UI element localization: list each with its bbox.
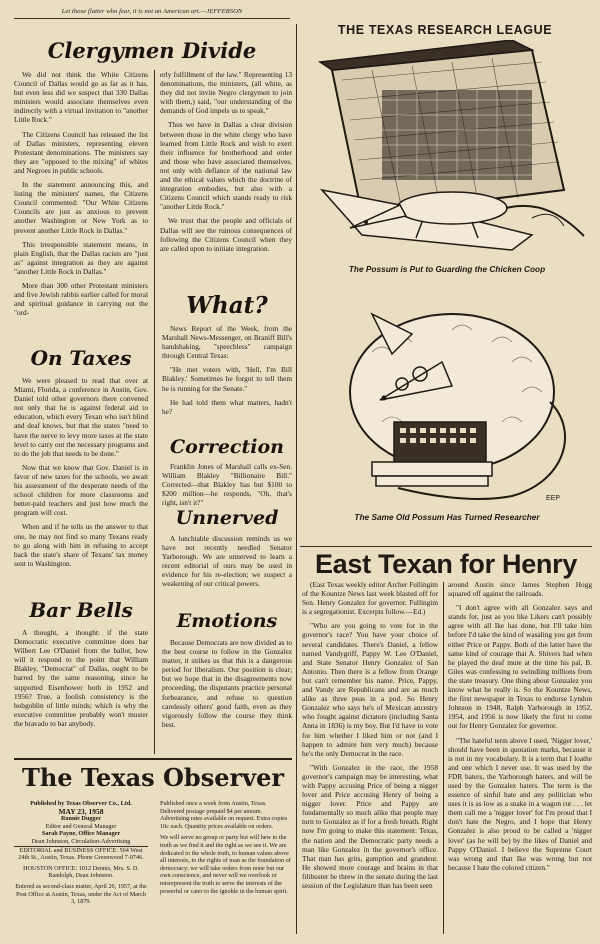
clergymen-paragraph: The Citizens Council has released the list of Dallas ministers, representing eleven Protestant denominations. The ministers say they are "opposed to the mixing" of whites and Negroes in public schools. [14,129,148,175]
masthead-publisher: Published by Texas Observer Co., Ltd. [30,800,132,807]
east-texan-heading: East Texan for Henry [300,546,592,580]
on-taxes-paragraph: When and if he tells us the answer to that one, he may not find so many Texans ready to go along with him in refusing to accept back the state's share of Texans' tax money sent to Washington. [14,522,148,568]
unnerved-column [162,534,292,610]
cartoon-signature: EEP [546,495,561,502]
masthead-policy [160,800,292,895]
masthead-circulation: Dean Johnston, Circulation-Advertising [31,837,131,845]
east-texan-paragraph: around Austin since James Stephen Hogg squared off against the railroads. [448,580,592,599]
unnerved-paragraph: A lunchtable discussion reminds us we have not recently needled Senator Yarborough. We are unnerved to learn a recent editorial of ours may be used in evidence for his re-election; we suspect a weakening of our critical powers. [162,534,292,589]
emotions-column [162,638,292,756]
researcher-possum-cartoon [302,282,592,508]
column-rule [154,70,155,754]
column-rule [443,582,444,934]
masthead-title: The Texas Observer [14,758,292,792]
masthead-creed: We will serve no group or party but will hew to the truth as we find it and the right as we see it. We are dedicated to the whole truth, to human values above all interests, to the rights of man as the foundation of democracy; we will take orders from none but our own conscience, and never will we overlook or misrepresent the truth to serve the interests of the powerful or cater to the ignoble in the human spirit. [160,834,291,895]
east-texan-column-2 [448,580,592,936]
east-texan-paragraph: (East Texas weekly editor Archer Fullingim of the Kountze News last week blasted off for Sen. Henry Gonzalez for governor. Fullingim is a segregationist. Excerpts follow.—Ed.) [302,580,438,617]
east-texan-paragraph: "Who are you going to vote for in the governor's race? You have your choice of several candidates. There's Daniel, a fellow named Vandygriff, Pappy W. Lee O'Daniel, and State Senator Henry Gonzalez of San Antonio. Then there is a fellow from Orange but can't remember his name. Price, Pappy, and Vandy are Republicans and are as much alike as three peas in a pod. So Henry Gonzalez who says he's of Mexican ancestry who fought against dictators (including Santa Anna in 1836) is my boy. But I'd have to vote for him whether I liked him or not (and I happen to admire him very much) because he's the only Democrat in the race. [302,621,438,758]
clergymen-paragraph: We trust that the people and officials of Dallas will see the ruinous consequences of following the Citizens Council when they are called upon to initiate integration. [160,216,292,253]
chicken-coop-caption: The Possum is Put to Guarding the Chicken Coop [348,264,546,274]
on-taxes-paragraph: We were pleased to read that over at Miami, Florida, a conference in Austin, Gov. Daniel told other governors there convened not only that he is against federal aid to education, which every Texan who isn't blind and deaf knows, but that the states "need to have the nerve to levy more taxes at the state level to carry out the necessary programs and to do the job that needs to be done." [14,376,148,458]
clergymen-divide-heading: Clergymen Divide [47,38,257,63]
column-rule [296,24,297,934]
masthead-date: MAY 23, 1958 [58,806,104,816]
emotions-heading: Emotions [176,610,278,632]
what-heading: What? [186,292,268,319]
on-taxes-column [14,376,148,598]
what-column [162,324,292,436]
on-taxes-paragraph: Now that we know that Gov. Daniel is in favor of new taxes for the schools, we await his assessment of the desperate needs of the school children for more classrooms and better-paid teachers and just how much the program will cost. [14,462,148,518]
clergymen-paragraph: erly fulfillment of the law." Representing 13 denominations, the ministers, (all white, as they did not invite Negro clergymen to join with them,) said, "our understanding of the demands of God impels us to speak." [160,70,292,116]
masthead-houston-office: HOUSTON OFFICE: 1012 Dennis, Mrs. S. D. Randolph, Dean Johnston. [23,864,139,880]
east-texan-paragraph: "The hateful term above I used, 'Nigger lover,' should have been in quotation marks, because it is not in my vocabulary. It is a term that I loathe and one which I never use. It was used by the FDR haters, the Yarborough haters, and will be used by the Gonzalez haters. The term is the essence of sinful hate and any politician who uses it is as low as a snake in a wagon rut . . . let them call me a 'nigger lover' for I'm proud that I don't hate the Negro, and I hope that Henry Gonzalez is also proud to be called a 'nigger lover' (as he will be) by the likes of Daniel and Pappy O'Daniel. I believe the Supreme Court was wrong and that Ike was wrong but not because I hate the colored citizen." [448,735,592,872]
clergymen-paragraph: This irresponsible statement means, in plain English, that the Dallas racists are "just as" against integration as they are against "another Little Rock in Dallas." [14,239,148,276]
researcher-caption: The Same Old Possum Has Turned Researcher [354,512,540,522]
what-paragraph: He had told them what matters, hadn't he? [162,397,292,416]
east-texan-paragraph: "With Gonzalez in the race, the 1958 governor's campaign may be interesting, what with Pappy accusing Price of being a nigger lover and Price accusing Henry of being a nigger lover. Price and Pappy are fundamentally so much alike that people may turn to Gonzalez as if for a fresh breath. Right now I'm going to make this statement: Texas, the nation and the Democratic party needs a man like Gonzalez in the governor's office. That man has grits, gumption and grandeur. He showed more courage and brains in that filibuster he threw in the senate during the last session of the Legislature than has been seen [302,762,438,890]
masthead-editor-name: Ronnie Dugger [60,815,102,823]
bar-bells-paragraph: A thought, a thought: if the state Democratic executive committee does bar Wilbert Lee O'Daniel from the ballot, how will it respond to the point that William Blakley, "Democrat" of Dallas, ought to be barred by the same reasoning, since he supported Eisenhower both in 1952 and 1956? True, a foolish consistency is the hobgoblin of little minds; which is why the executive committee probably won't muster the bravado to bar anybody. [14,628,148,728]
east-texan-column-1 [302,580,438,936]
masthead-subscription: Published once a week from Austin, Texas. Delivered postage prepaid $4 per annum. Advertising rates available on request. Extra copies 10c each. Quantity prices available on orders. [160,800,288,830]
clergymen-column-2 [160,70,292,292]
masthead-office-manager: Sarah Payne, Office Manager [41,830,121,838]
unnerved-heading: Unnerved [175,507,279,529]
correction-column [162,462,292,508]
masthead-editorial-office: EDITORIAL and BUSINESS OFFICE: 504 West 24th St., Austin, Texas. Phone Greenwood 7-0746. [18,846,144,862]
correction-paragraph: Franklin Jones of Marshall calls ex-Sen. William Blakley "Billionaire Bill." Corrected—that Blakley has but $100 to $200 million—he responds, "Oh, that's right, isn't it?" [162,462,292,508]
what-paragraph: News Report of the Week, from the Marshall News-Messenger, on Braniff Bill's handshaking, "speechless" campaign through Central Texas: [162,324,292,361]
emotions-paragraph: Because Democrats are now divided as to the best course to follow in the Gonzalez matter, it strikes us that this is a dangerous period for liberalism. Our position is clear; but we hope that in the disagreements now proceeding, the disputants practice personal forbearance, and refuse to question carelessly others' good faith, even as they vigorously follow the course they think best. [162,638,292,729]
clergymen-paragraph: Thus we have in Dallas a clear division between those in the white clergy who have learned from Little Rock and wish to exert their influence for brotherhood and order and those who have associated themselves, not only with defiance of the national law and the ethical values which the doctrine of integration embodies, but also with a Citizens Council which stands ready to risk "another Little Rock." [160,120,292,212]
masthead-entered: Entered as second-class matter, April 26, 1957, at the Post Office at Austin, Texas, under the Act of March 3, 1879. [15,882,147,906]
what-paragraph: "He met voters with, 'Hell, I'm Bill Blakley.' Sometimes he forgot to tell them he is running for the Senate." [162,365,292,393]
clergymen-paragraph: More than 300 other Protestant ministers and five Jewish rabbis earlier called for moral and spiritual guidance in carrying out the "ord- [14,280,148,318]
clergymen-paragraph: In the statement announcing this, and listing the ministers' names, the Citizens Council commented: "Our White Citizens Councils are just as anxious to prevent another Washington or New York as to prevent another Little Rock in Dallas." [14,180,148,235]
east-texan-paragraph: "I don't agree with all Gonzalez says and stands for, just as you like Likers can't possibly agree with all Ike has done, but I'll take him before I'd take the kind of wasaling you get from either Price or Pappy. Both of the latter have the same kind of courage that A. Shivers had when he played the deaf mute at the time his pal, B. Giles was confessing to swindling millions from the state treasury. One thing about Gonzalez you know what he really is. So the Kountze News, the first newspaper in Texas to endorse Lyndon Johnson in 1948, Ralph Yarborough in 1952, 1954, and 1956 is now likely the first to come out for Henry Gonzalez for governor. [448,603,592,731]
masthead-editor-title: Editor and General Manager [45,822,117,830]
bar-bells-heading: Bar Bells [29,598,133,622]
clergymen-paragraph: We did not think the White Citizens Council of Dallas would go as far as it has, but even less did we suspect that 330 Dallas ministers would associate themselves even indirectly with a virtual invitation to "another Little Rock." [14,70,148,125]
correction-heading: Correction [170,436,284,458]
section-header: THE TEXAS RESEARCH LEAGUE [337,23,553,37]
on-taxes-heading: On Taxes [30,346,132,370]
masthead-credits [14,800,148,906]
clergymen-column-1 [14,70,148,346]
jefferson-quote: Let those flatter who fear, it is not an American art.—JEFFERSON [14,8,290,19]
chicken-coop-cartoon [302,40,592,262]
bar-bells-column [14,628,148,756]
